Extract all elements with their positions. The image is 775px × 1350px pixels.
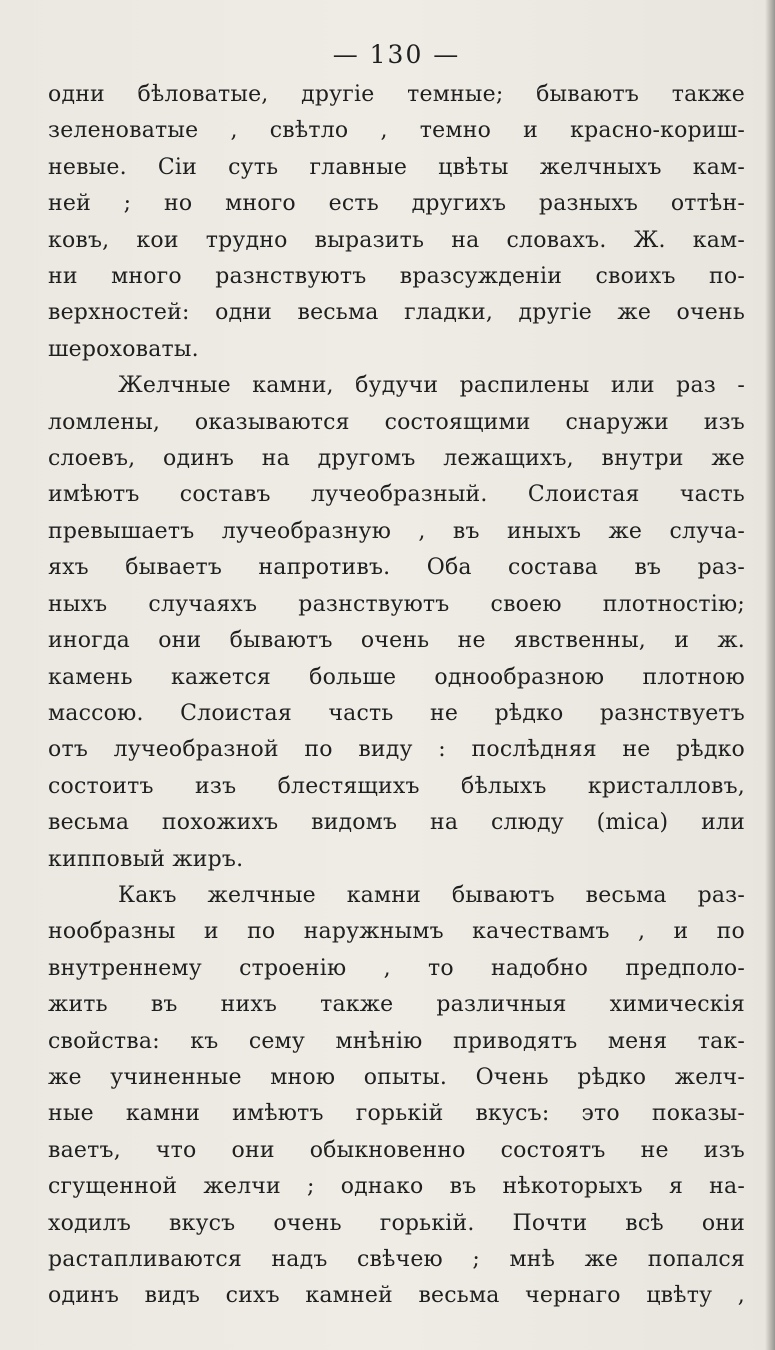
text-line: одинъ видъ сихъ камней весьма чернаго цвѣту , xyxy=(48,1283,745,1309)
text-line: превышаетъ лучеобразную , въ иныхъ же случа- xyxy=(48,518,745,544)
text-line: сгущенной желчи ; однако въ нѣкоторыхъ я на- xyxy=(48,1174,745,1200)
paragraph-1 xyxy=(48,77,745,368)
text-line: отъ лучеобразной по виду : послѣдняя не рѣдко xyxy=(48,737,745,763)
text-line: шероховаты. xyxy=(48,336,199,362)
text-line: Какъ желчные камни бываютъ весьма раз- xyxy=(118,882,745,908)
text-line: кипповый жиръ. xyxy=(48,846,244,872)
text-line: камень кажется больше однообразною плотною xyxy=(48,664,745,690)
text-line: ные камни имѣютъ горькій вкусъ: это показы- xyxy=(48,1101,745,1127)
paragraph-2 xyxy=(48,368,745,878)
text-line: ней ; но много есть другихъ разныхъ оттѣн- xyxy=(48,191,745,217)
text-line: ходилъ вкусъ очень горькій. Почти всѣ они xyxy=(48,1210,745,1236)
text-line: невые. Сіи суть главные цвѣты желчныхъ кам- xyxy=(48,154,745,180)
text-line: состоитъ изъ блестящихъ бѣлыхъ кристалловъ, xyxy=(48,773,745,799)
text-line: ломлены, оказываются состоящими снаружи изъ xyxy=(48,409,745,435)
text-line: ковъ, кои трудно выразить на словахъ. Ж. кам- xyxy=(48,227,745,253)
text-line: весьма похожихъ видомъ на слюду (mica) или xyxy=(48,810,745,836)
text-line: имѣютъ составъ лучеобразный. Слоистая часть xyxy=(48,482,745,508)
text-line: массою. Слоистая часть не рѣдко разнствуетъ xyxy=(48,700,745,726)
page-number: — 130 — xyxy=(332,40,461,69)
text-line: иногда они бываютъ очень не явственны, и ж. xyxy=(48,628,745,654)
text-line: ныхъ случаяхъ разнствуютъ своею плотностію; xyxy=(48,591,745,617)
paragraph-3 xyxy=(48,878,745,1315)
text-line: свойства: къ сему мнѣнію приводятъ меня так- xyxy=(48,1028,745,1054)
text-line: верхностей: одни весьма гладки, другіе же очень xyxy=(48,300,745,326)
text-line: ни много разнствуютъ вразсужденіи своихъ по- xyxy=(48,264,745,290)
text-line: ваетъ, что они обыкновенно состоятъ не изъ xyxy=(48,1137,745,1163)
text-line: жить въ нихъ также различныя химическія xyxy=(48,992,745,1018)
text-line: же учиненные мною опыты. Очень рѣдко желч- xyxy=(48,1064,745,1090)
text-line: внутреннему строенію , то надобно предполо- xyxy=(48,955,745,981)
text-line: одни бѣловатые, другіе темные; бываютъ также xyxy=(48,82,745,107)
text-line: яхъ бываетъ напротивъ. Оба состава въ раз- xyxy=(48,555,745,581)
text-line: Желчные камни, будучи распилены или раз - xyxy=(118,373,745,399)
text-line: растапливаются надъ свѣчею ; мнѣ же попался xyxy=(48,1247,745,1272)
text-line: слоевъ, одинъ на другомъ лежащихъ, внутри же xyxy=(48,446,745,472)
text-line: нообразны и по наружнымъ качествамъ , и по xyxy=(48,919,745,945)
text-line: зеленоватые , свѣтло , темно и красно-кориш- xyxy=(48,118,745,144)
